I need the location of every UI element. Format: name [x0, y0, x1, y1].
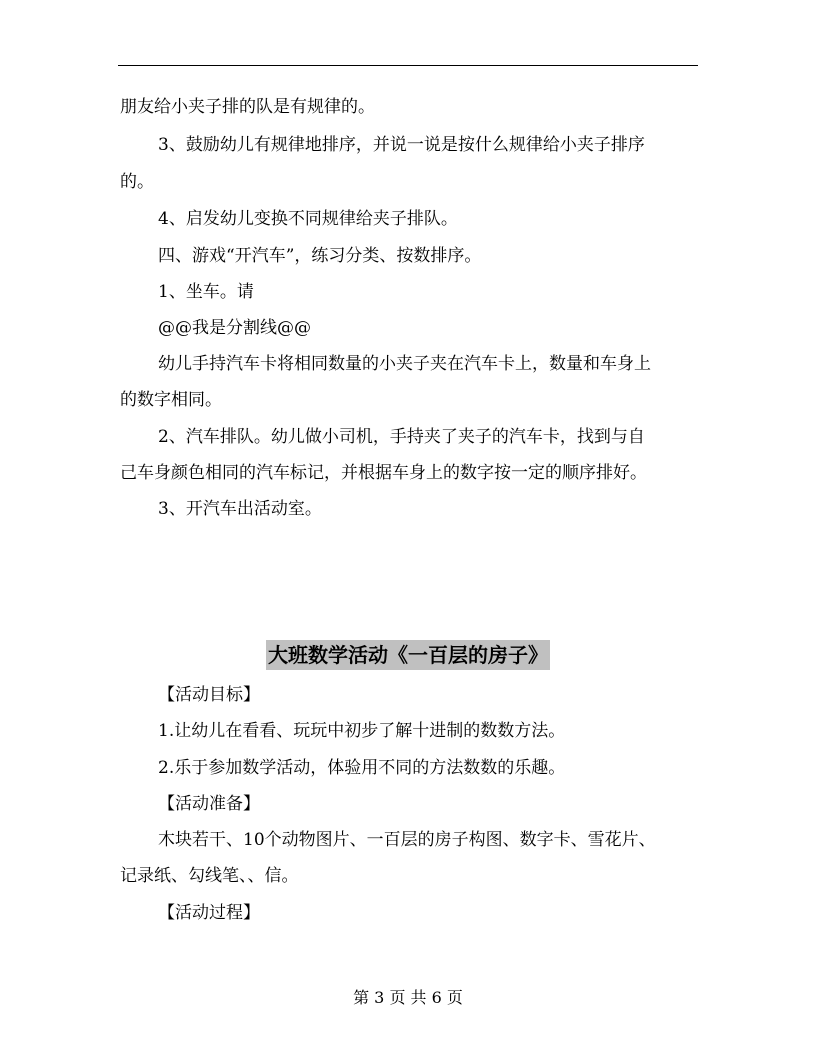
paragraph-line: 2、汽车排队。幼儿做小司机，手持夹了夹子的汽车卡，找到与自 [158, 427, 645, 447]
paragraph-line: 的数字相同。 [120, 390, 222, 410]
process-heading: 【活动过程】 [158, 903, 260, 923]
prep-heading: 【活动准备】 [158, 794, 260, 814]
goal-item: 1.让幼儿在看看、玩玩中初步了解十进制的数数方法。 [158, 721, 566, 741]
section-title: 大班数学活动《一百层的房子》 [266, 640, 550, 670]
header-rule [118, 65, 698, 66]
separator-text: @@我是分割线@@ [158, 318, 311, 338]
paragraph-line: 4、启发幼儿变换不同规律给夹子排队。 [158, 209, 458, 229]
goals-heading: 【活动目标】 [158, 685, 260, 705]
section-title-wrap [0, 640, 816, 670]
page-footer: 第 3 页 共 6 页 [353, 988, 463, 1007]
paragraph-line: 3、开汽车出活动室。 [158, 499, 322, 519]
goal-item: 2.乐于参加数学活动，体验用不同的方法数数的乐趣。 [158, 758, 566, 778]
paragraph-line: 己车身颜色相同的汽车标记，并根据车身上的数字按一定的顺序排好。 [120, 463, 647, 483]
paragraph-line: 四、游戏“开汽车”，练习分类、按数排序。 [158, 246, 482, 266]
prep-line: 木块若干、10个动物图片、一百层的房子构图、数字卡、雪花片、 [158, 830, 656, 850]
paragraph-line: 的。 [120, 172, 154, 192]
paragraph-line: 朋友给小夹子排的队是有规律的。 [120, 97, 375, 117]
paragraph-line: 幼儿手持汽车卡将相同数量的小夹子夹在汽车卡上，数量和车身上 [158, 354, 651, 374]
paragraph-line: 1、坐车。请 [158, 282, 254, 302]
paragraph-line: 3、鼓励幼儿有规律地排序，并说一说是按什么规律给小夹子排序 [158, 135, 645, 155]
prep-line: 记录纸、勾线笔、、信。 [120, 866, 299, 886]
